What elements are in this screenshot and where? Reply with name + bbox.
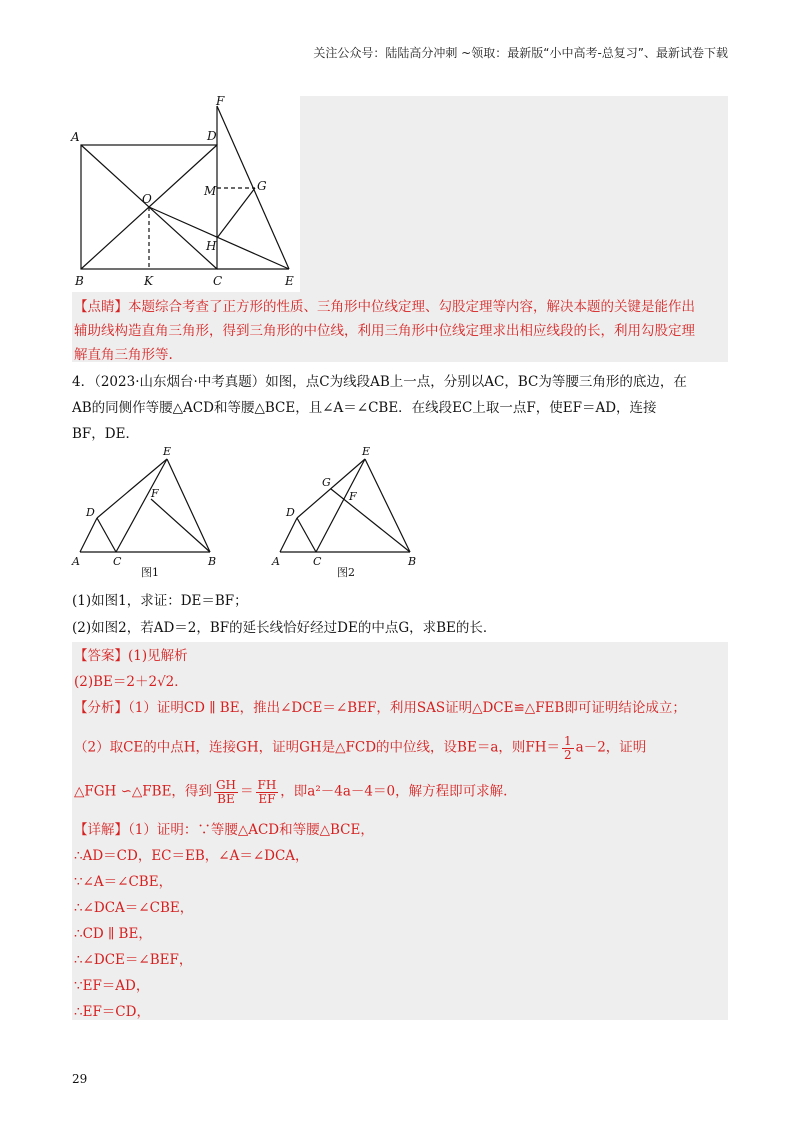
dianjing-line-2: 辅助线构造直角三角形，得到三角形的中位线，利用三角形中位线定理求出相应线段的长，利用勾股定理 — [74, 323, 695, 339]
label-M: M — [204, 184, 217, 198]
page-header: 关注公众号：陆陆高分冲刺 ~领取：最新版“小中高考-总复习”、最新试卷下载 — [313, 46, 728, 60]
fig1-label-F: F — [151, 487, 159, 500]
fraction-fh-ef: $\frac{FH}{EF}$ — [257, 778, 277, 806]
detail-step-2: ∵∠A＝∠CBE， — [74, 874, 173, 890]
detail-step-6: ∵EF＝AD， — [74, 978, 150, 994]
answer-line-2: (2)BE＝2＋2√2． — [74, 674, 188, 690]
label-A: A — [71, 130, 80, 144]
label-E: E — [285, 274, 294, 288]
fig1-label-B: B — [208, 555, 217, 568]
detail-line-1: 【详解】（1）证明：∵等腰△ACD和等腰△BCE， — [74, 822, 374, 838]
fig2-label-B: B — [408, 555, 417, 568]
label-F: F — [216, 96, 225, 108]
triangle-figures — [68, 442, 428, 582]
label-O: O — [142, 192, 152, 206]
fraction-gh-be: $\frac{GH}{BE}$ — [215, 778, 236, 806]
page-number: 29 — [72, 1072, 88, 1086]
dianjing-line-3: 解直角三角形等. — [74, 347, 173, 363]
fig2-label-C: C — [313, 555, 322, 568]
detail-step-1: ∴AD＝CD，EC＝EB，∠A＝∠DCA， — [74, 848, 309, 864]
fig2-label-D: D — [286, 506, 295, 519]
label-B: B — [75, 274, 84, 288]
detail-step-5: ∴∠DCE＝∠BEF， — [74, 952, 193, 968]
analysis-line-3: △FGH ∽△FBE，得到 $\frac{GH}{BE}$ ＝ $\frac{FH}{EF}$ ，即a²－4a－4＝0，解方程即可求解. — [74, 778, 508, 806]
fig1-label-E: E — [163, 445, 172, 458]
label-G: G — [257, 179, 267, 193]
fig2-label-F: F — [349, 490, 357, 503]
fig2-label-E: E — [362, 445, 371, 458]
question-2: (2)如图2，若AD＝2，BF的延长线恰好经过DE的中点G，求BE的长． — [72, 620, 497, 636]
question-1: (1)如图1，求证：DE＝BF； — [72, 593, 248, 609]
fig1-label-C: C — [113, 555, 122, 568]
detail-step-7: ∴EF＝CD， — [74, 1004, 150, 1020]
problem-line-2: AB的同侧作等腰△ACD和等腰△BCE，且∠A＝∠CBE．在线段EC上取一点F，使EF＝AD，连接 — [72, 400, 657, 416]
fig2-caption: 图2 — [337, 566, 355, 579]
label-C: C — [213, 274, 223, 288]
label-D: D — [207, 129, 217, 143]
fraction-one-half: $\frac{1}{2}$ — [564, 734, 572, 762]
square-figure — [68, 96, 300, 292]
fig1-label-A: A — [72, 555, 80, 568]
fig1-caption: 图1 — [141, 566, 159, 579]
problem-line-3: BF，DE． — [72, 426, 139, 442]
answer-line-1: 【答案】(1)见解析 — [74, 648, 188, 664]
fig2-label-G: G — [322, 476, 331, 489]
detail-step-3: ∴∠DCA＝∠CBE， — [74, 900, 194, 916]
dianjing-line-1: 【点睛】本题综合考查了正方形的性质、三角形中位线定理、勾股定理等内容，解决本题的关键是能作出 — [74, 299, 695, 315]
fig1-label-D: D — [86, 506, 95, 519]
solution-shaded-block-top — [298, 96, 728, 292]
analysis-line-2: （2）取CE的中点H，连接GH，证明GH是△FCD的中位线，设BE＝a，则FH＝ $\frac{1}{2}$ a－2，证明 — [74, 734, 647, 762]
detail-step-4: ∴CD ∥ BE， — [74, 926, 152, 942]
label-H: H — [206, 239, 217, 253]
fig2-label-A: A — [272, 555, 280, 568]
analysis-line-1: 【分析】（1）证明CD ∥ BE，推出∠DCE＝∠BEF，利用SAS证明△DCE≌△FEB即可证明结论成立； — [74, 700, 686, 716]
label-K: K — [144, 274, 153, 288]
problem-line-1: 4．（2023·山东烟台·中考真题）如图，点C为线段AB上一点，分别以AC，BC为等腰三角形的底边，在 — [72, 374, 687, 390]
